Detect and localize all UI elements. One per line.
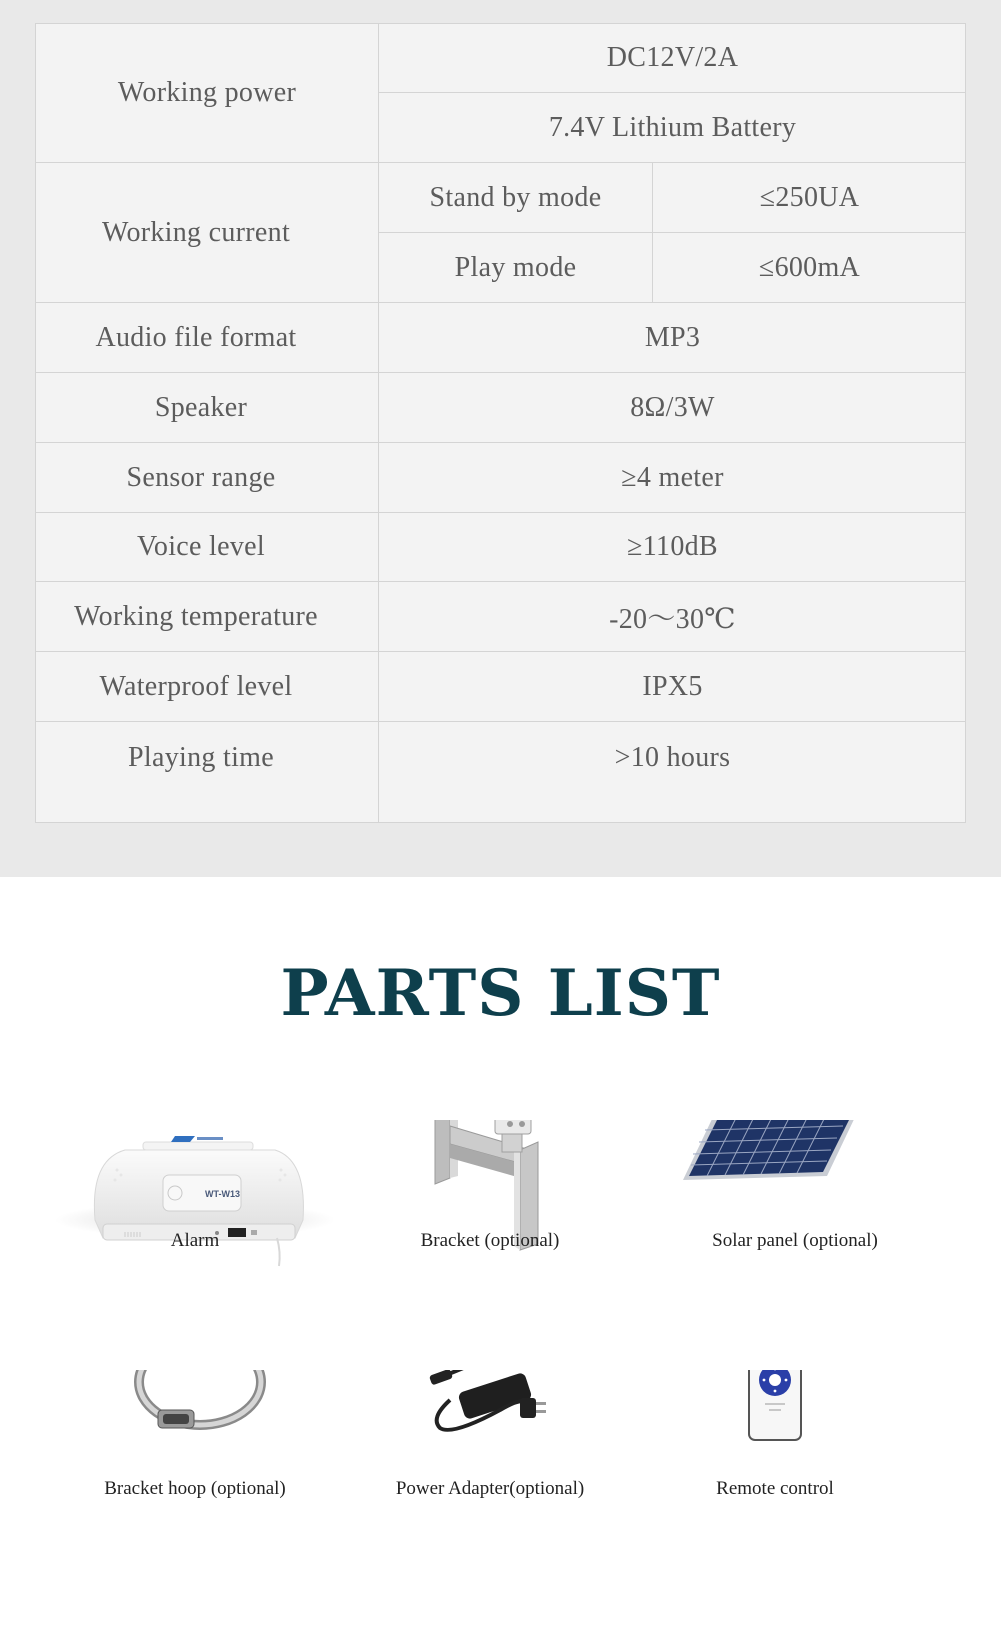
part-label-alarm: Alarm (170, 1230, 220, 1251)
spec-value-speaker: 8Ω/3W (630, 391, 715, 423)
spec-label-voice-level: Voice level (137, 531, 265, 562)
part-label-power-adapter: Power Adapter(optional) (395, 1478, 585, 1499)
alarm-model-text: WT-W13 (205, 1189, 240, 1199)
spec-value-working-temperature: -20～30℃ (609, 603, 736, 635)
spec-label-speaker: Speaker (154, 391, 248, 423)
spec-value-play: ≤600mA (758, 251, 861, 283)
spec-label-working-temperature: Working temperature (74, 600, 318, 632)
spec-label-sensor-range: Sensor range (126, 461, 276, 493)
part-label-solar-panel: Solar panel (optional) (712, 1230, 878, 1251)
spec-value-voice-level: ≥110dB (627, 531, 718, 562)
spec-mode-standby: Stand by mode (429, 181, 602, 213)
parts-list-title: PARTS LIST (280, 956, 721, 1031)
spec-value-audio-format: MP3 (644, 321, 701, 353)
spec-label-playing-time: Playing time (128, 742, 274, 773)
spec-value-waterproof-level: IPX5 (642, 670, 703, 702)
spec-label-working-power: Working power (117, 77, 297, 108)
spec-label-working-current: Working current (101, 216, 291, 248)
spec-value-playing-time: >10 hours (614, 742, 731, 773)
spec-value-power-dc: DC12V/2A (606, 42, 739, 73)
specifications-table (35, 23, 966, 823)
spec-value-sensor-range: ≥4 meter (621, 461, 724, 493)
spec-label-waterproof-level: Waterproof level (99, 670, 293, 702)
spec-value-power-battery: 7.4V Lithium Battery (548, 111, 797, 143)
part-label-bracket: Bracket (optional) (420, 1230, 560, 1251)
spec-label-audio-format: Audio file format (95, 321, 297, 353)
part-label-remote-control: Remote control (716, 1478, 834, 1499)
part-label-bracket-hoop: Bracket hoop (optional) (104, 1478, 286, 1499)
spec-mode-play: Play mode (454, 251, 577, 283)
spec-value-standby: ≤250UA (759, 181, 860, 213)
